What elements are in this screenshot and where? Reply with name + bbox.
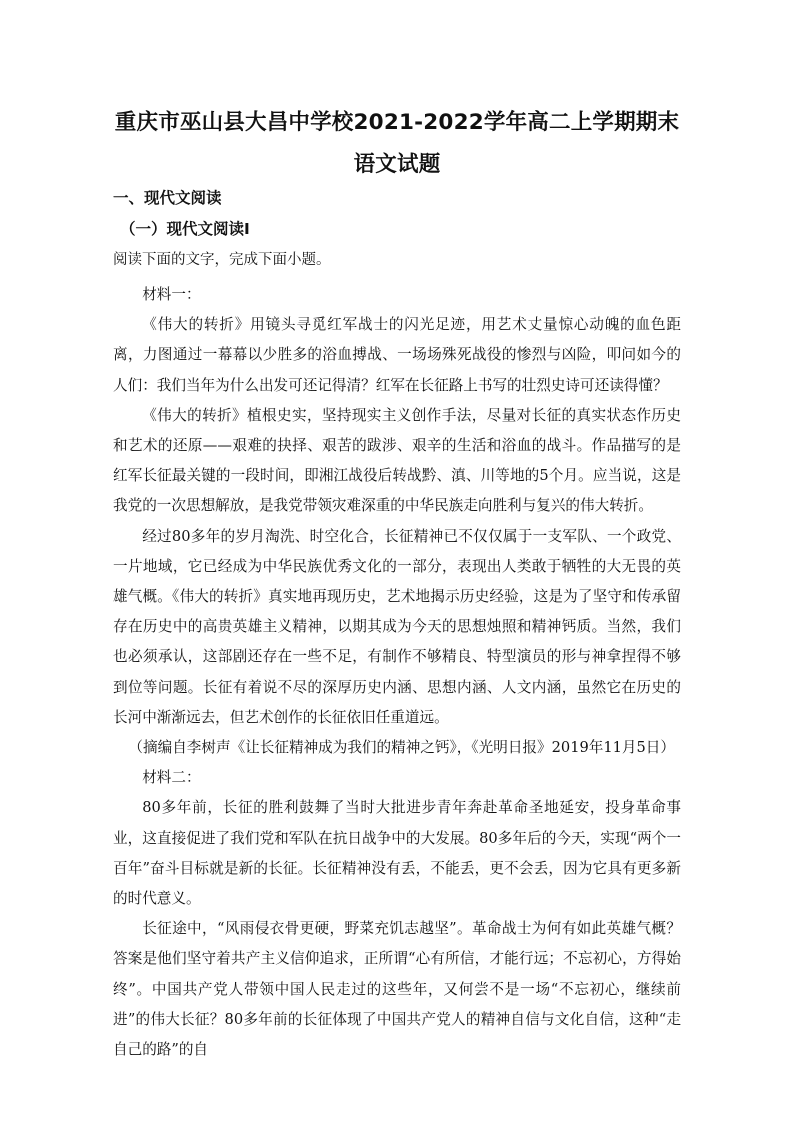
material1-label: 材料一： [142, 286, 201, 303]
material1-paragraph-3: 经过80多年的岁月淘洗、时空化合，长征精神已不仅仅属于一支军队、一个政党、一片地域，它已经成为中华民族优秀文化的一部分，表现出人类敢于牺牲的大无畏的英雄气概。《伟大的转折》真实地再现历史，艺术地揭示历史经验，这是为了坚守和传承留存在历史中的高贵英雄主义精神，以期其成为今天的思想烛照和精神钙质。当然，我们也必须承认，这部剧还存在一些不足，有制作不够精良、特型演员的形与神拿捏得不够到位等问题。长征有着说不尽的深厚历史内涵、思想内涵、人文内涵，虽然它在历史的长河中渐渐远去，但艺术创作的长征依旧任重道远。 [113, 527, 681, 726]
document-title-line1: 重庆市巫山县大昌中学校2021-2022学年高二上学期期末 [114, 110, 680, 135]
subsection-heading: （一）现代文阅读Ⅰ [120, 220, 250, 238]
material1-paragraph-1: 《伟大的转折》用镜头寻觅红军战士的闪光足迹，用艺术丈量惊心动魄的血色距离，力图通过一幕幕以少胜多的浴血搏战、一场场殊死战役的惨烈与凶险，叩问如今的人们：我们当年为什么出发可还记得清？红军在长征路上书写的壮烈史诗可还读得懂？ [113, 316, 681, 394]
instruction-text: 阅读下面的文字，完成下面小题。 [113, 252, 331, 268]
material2-label: 材料二： [142, 769, 201, 787]
section-heading: 一、现代文阅读 [113, 189, 222, 207]
material2-paragraph-2: 长征途中，“风雨侵衣骨更硬，野菜充饥志越坚”。革命战士为何有如此英雄气概？答案是他们坚守着共产主义信仰追求，正所谓“心有所信，才能行远；不忘初心，方得始终”。中国共产党人带领中国人民走过的这些年，又何尝不是一场“不忘初心，继续前进”的伟大长征？80多年前的长征体现了中国共产党人的精神自信与文化自信，这种“走自己的路”的自 [113, 920, 681, 1059]
reading-passage [113, 280, 681, 1065]
material1-source: （摘编自李树声《让长征精神成为我们的精神之钙》，《光明日报》2019年11月5日） [128, 739, 675, 757]
material2-paragraph-1: 80多年前，长征的胜利鼓舞了当时大批进步青年奔赴革命圣地延安，投身革命事业，这直接促进了我们党和军队在抗日战争中的大发展。80多年后的今天，实现“两个一百年”奋斗目标就是新的长征。长征精神没有丢，不能丢，更不会丢，因为它具有更多新的时代意义。 [113, 799, 681, 908]
material1-paragraph-2: 《伟大的转折》植根史实，坚持现实主义创作手法，尽量对长征的真实状态作历史和艺术的还原——艰难的抉择、艰苦的跋涉、艰辛的生活和浴血的战斗。作品描写的是红军长征最关键的一段时间，即湘江战役后转战黔、滇、川等地的5个月。应当说，这是我党的一次思想解放，是我党带领灾难深重的中华民族走向胜利与复兴的伟大转折。 [113, 406, 681, 515]
document-title-line2: 语文试题 [353, 152, 441, 177]
